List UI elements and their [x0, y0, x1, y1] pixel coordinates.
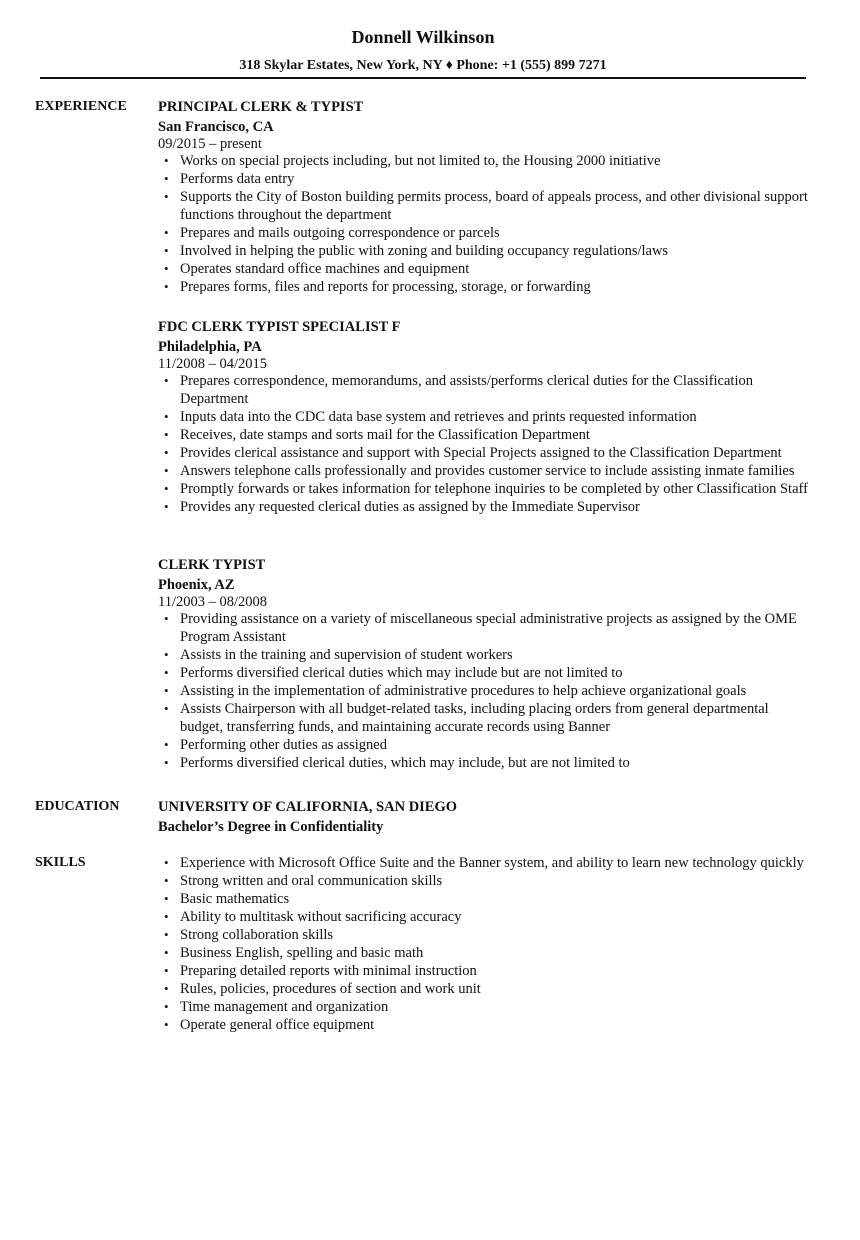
job-duty: • Involved in helping the public with zoning and building occupancy regulations/laws	[158, 242, 813, 260]
skills-body	[158, 854, 813, 1034]
job-duty: • Answers telephone calls professionally and provides customer service to include assisting inmate families	[158, 462, 813, 480]
skill-item: • Basic mathematics	[158, 890, 813, 908]
job-duty: • Inputs data into the CDC data base system and retrieves and prints requested information	[158, 408, 813, 426]
job-duty: • Promptly forwards or takes information for telephone inquiries to be completed by other Classification Staff	[158, 480, 813, 498]
skill-item: • Preparing detailed reports with minimal instruction	[158, 962, 813, 980]
job-entry	[158, 556, 813, 772]
skill-item: • Time management and organization	[158, 998, 813, 1016]
skills-list	[158, 854, 813, 1034]
experience-heading: EXPERIENCE	[35, 99, 127, 114]
education-heading: EDUCATION	[35, 799, 120, 814]
candidate-name: Donnell Wilkinson	[351, 27, 495, 47]
job-entry	[158, 318, 813, 516]
job-duty: • Provides clerical assistance and support with Special Projects assigned to the Classification Department	[158, 444, 813, 462]
job-duty: • Prepares forms, files and reports for processing, storage, or forwarding	[158, 278, 813, 296]
job-duty: • Performs diversified clerical duties which may include but are not limited to	[158, 664, 813, 682]
skill-item: • Rules, policies, procedures of section and work unit	[158, 980, 813, 998]
school-name: UNIVERSITY OF CALIFORNIA, SAN DIEGO	[158, 799, 458, 815]
skill-item: • Business English, spelling and basic math	[158, 944, 813, 962]
job-duty: • Supports the City of Boston building permits process, board of appeals process, and other divisional support functions throughout the department	[158, 188, 813, 224]
skill-item: • Ability to multitask without sacrificing accuracy	[158, 908, 813, 926]
degree: Bachelor’s Degree in Confidentiality	[158, 819, 384, 835]
job-duty: • Providing assistance on a variety of miscellaneous special administrative projects as assigned by the OME Program Assistant	[158, 610, 813, 646]
job-duty: • Performs diversified clerical duties, which may include, but are not limited to	[158, 754, 813, 772]
job-duties-list	[158, 610, 813, 772]
skill-item: • Strong written and oral communication skills	[158, 872, 813, 890]
job-duty: • Assists Chairperson with all budget-related tasks, including placing orders from general departmental budget, transferring funds, and maintaining accurate records using Banner	[158, 700, 813, 736]
job-duty: • Operates standard office machines and equipment	[158, 260, 813, 278]
job-entry	[158, 98, 813, 296]
header-divider	[40, 77, 806, 79]
skill-item: • Experience with Microsoft Office Suite and the Banner system, and ability to learn new technology quickly	[158, 854, 813, 872]
job-location: San Francisco, CA	[158, 119, 274, 135]
contact-line: 318 Skylar Estates, New York, NY ♦ Phone: +1 (555) 899 7271	[239, 58, 607, 73]
job-duty: • Receives, date stamps and sorts mail for the Classification Department	[158, 426, 813, 444]
job-location: Phoenix, AZ	[158, 577, 235, 593]
job-duty: • Assists in the training and supervision of student workers	[158, 646, 813, 664]
job-duty: • Assisting in the implementation of administrative procedures to help achieve organizational goals	[158, 682, 813, 700]
job-duty: • Performing other duties as assigned	[158, 736, 813, 754]
job-duty: • Performs data entry	[158, 170, 813, 188]
resume-header	[40, 26, 806, 75]
job-duty: • Works on special projects including, but not limited to, the Housing 2000 initiative	[158, 152, 813, 170]
job-duty: • Prepares correspondence, memorandums, and assists/performs clerical duties for the Classification Department	[158, 372, 813, 408]
job-title: FDC CLERK TYPIST SPECIALIST F	[158, 319, 401, 335]
job-duty: • Provides any requested clerical duties as assigned by the Immediate Supervisor	[158, 498, 813, 516]
job-dates: 11/2003 – 08/2008	[158, 594, 268, 610]
job-duty: • Prepares and mails outgoing correspondence or parcels	[158, 224, 813, 242]
skill-item: • Strong collaboration skills	[158, 926, 813, 944]
job-duties-list	[158, 372, 813, 516]
job-duties-list	[158, 152, 813, 296]
job-dates: 09/2015 – present	[158, 136, 262, 152]
job-location: Philadelphia, PA	[158, 339, 262, 355]
skills-heading: SKILLS	[35, 855, 86, 870]
skill-item: • Operate general office equipment	[158, 1016, 813, 1034]
education-body	[158, 798, 813, 836]
job-title: PRINCIPAL CLERK & TYPIST	[158, 99, 364, 115]
job-dates: 11/2008 – 04/2015	[158, 356, 268, 372]
job-title: CLERK TYPIST	[158, 557, 266, 573]
